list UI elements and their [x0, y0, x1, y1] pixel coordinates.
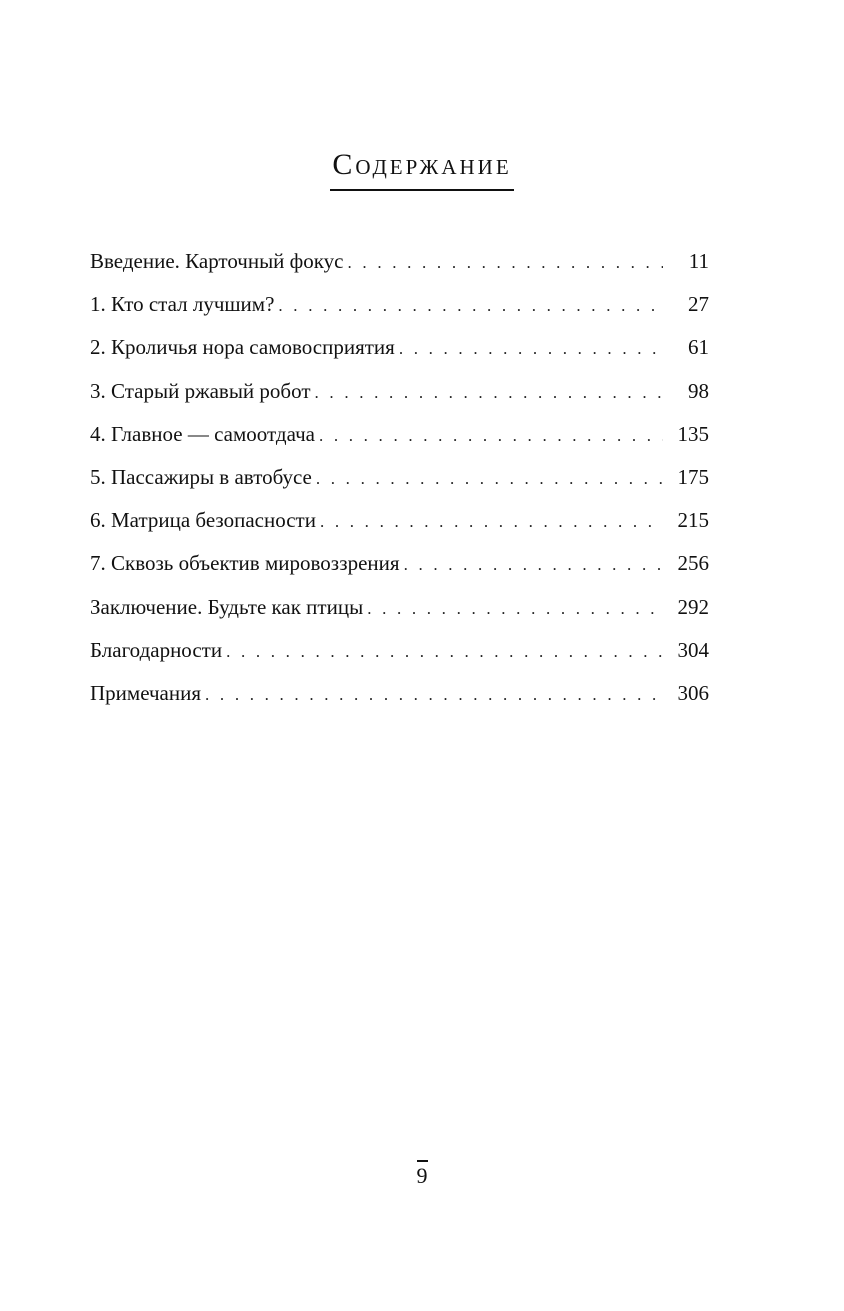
toc-entry-title: 7. Сквозь объектив мировоззрения	[90, 551, 400, 576]
toc-leader-dots	[316, 457, 663, 500]
toc-entry-title: 3. Старый ржавый робот	[90, 378, 311, 403]
toc-entry-page: 256	[677, 551, 709, 576]
toc-leader-dots	[320, 500, 663, 543]
toc-entry	[90, 542, 709, 585]
toc-entry-page: 292	[677, 594, 709, 619]
toc-entry-page: 27	[688, 292, 709, 317]
toc-entry-title: Примечания	[90, 680, 202, 705]
toc-entry-title: 4. Главное — самоотдача	[90, 421, 315, 446]
toc-leader-dots	[205, 673, 663, 716]
toc-leader-dots	[367, 587, 663, 630]
toc-leader-dots	[278, 284, 663, 327]
toc-entry-title: Введение. Карточный фокус	[90, 249, 344, 273]
page-number: 9	[417, 1160, 428, 1188]
toc-entry-page: 175	[677, 464, 709, 489]
toc-leader-dots	[404, 543, 663, 586]
toc-leader-dots	[315, 371, 663, 414]
toc-entry	[90, 672, 709, 715]
toc-entry-page: 61	[688, 335, 709, 360]
toc-entry-page: 306	[677, 680, 709, 705]
page-number-container	[0, 1160, 844, 1188]
toc-entry-title: 1. Кто стал лучшим?	[90, 292, 275, 317]
toc-entry-title: Заключение. Будьте как птицы	[90, 594, 364, 619]
toc-entry-title: Благодарности	[90, 637, 223, 662]
toc-entry-page: 11	[688, 249, 709, 273]
toc-entry-page: 215	[677, 508, 709, 533]
toc-leader-dots	[319, 414, 663, 457]
toc-entry-title: 5. Пассажиры в автобусе	[90, 464, 312, 489]
toc-leader-dots	[348, 241, 663, 284]
toc-entry-page: 135	[677, 421, 709, 446]
toc-entry	[90, 456, 709, 499]
toc-entry-title: 6. Матрица безопасности	[90, 508, 316, 533]
toc-leader-dots	[399, 327, 663, 370]
toc-entry	[90, 499, 709, 542]
title-container	[0, 148, 844, 191]
page-title: Содержание	[330, 148, 513, 191]
toc-entry	[90, 283, 709, 326]
toc-entry	[90, 413, 709, 456]
toc-leader-dots	[226, 630, 663, 673]
toc-entry	[90, 240, 709, 283]
toc-entry	[90, 326, 709, 369]
table-of-contents	[90, 240, 709, 715]
toc-entry-title: 2. Кроличья нора самовосприятия	[90, 335, 395, 360]
toc-entry-page: 304	[677, 637, 709, 662]
toc-entry	[90, 629, 709, 672]
toc-entry-page: 98	[688, 378, 709, 403]
toc-entry	[90, 370, 709, 413]
toc-entry	[90, 586, 709, 629]
